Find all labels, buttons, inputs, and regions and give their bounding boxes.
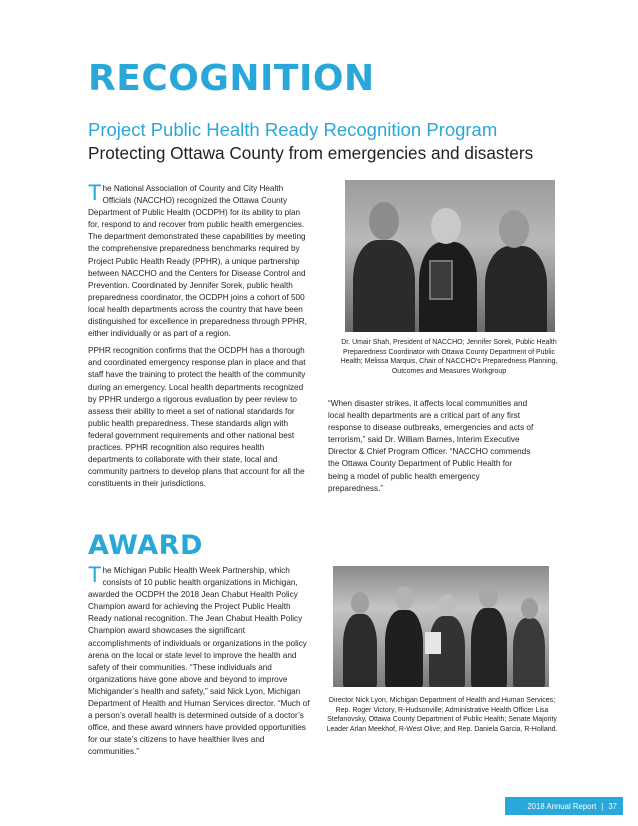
award-photo-caption: Director Nick Lyon, Michigan Department of Health and Human Services; Rep. Roger Victory, R-Hudsonville; Administrative Health Officer Lisa Stefanovsky, Ottawa County Department of Public Health; Senate Majority Leader Arlan Meekhof, R-West Olive; and Rep. Daniela Garcia, R-Holland. xyxy=(326,697,558,733)
photo-head-1 xyxy=(369,202,399,240)
photo-head-1 xyxy=(351,592,369,614)
recognition-paragraph-2: PPHR recognition confirms that the OCDPH has a thorough and coordinated emergency response plan in place and that staff have the training to protect the health of the community during an emergency. Local health departments recognized by PPHR undergo a rigorous evaluation by peer review to assess their ability to meet a set of national standards for public health preparedness. These standards align with federal government requirements and other national best practices. PPHR recognition also requires health departments to collaborate with their state, local and community partners to develop plans that account for all the constituents in their jurisdictions. xyxy=(88,346,306,489)
award-photo xyxy=(333,566,549,687)
naccho-quote: “When disaster strikes, it affects local communities and local health departments are a critical part of any first response to disease outbreaks, emergencies and acts of terrorism,” said Dr. William Barnes, Interim Executive Director & Chief Program Officer. “NACCHO commends the Ottawa County Department of Public Health for being a model of public health emergency preparedness.” xyxy=(328,399,534,493)
footer-page-number: 37 xyxy=(608,801,617,811)
award-body xyxy=(88,562,310,764)
photo-head-2 xyxy=(395,586,414,610)
program-subtitle: Protecting Ottawa County from emergencies and disasters xyxy=(88,143,534,163)
recognition-photo xyxy=(345,180,555,332)
award-plaque xyxy=(429,260,453,300)
footer-separator: | xyxy=(601,801,604,811)
photo-head-5 xyxy=(521,598,538,619)
photo-person-1 xyxy=(343,614,377,687)
drop-cap: T xyxy=(88,180,102,205)
drop-cap: T xyxy=(88,562,102,587)
photo-person-1 xyxy=(353,240,415,332)
photo-person-4 xyxy=(471,608,507,687)
award-paragraph xyxy=(88,562,310,759)
footer-page-label xyxy=(505,797,623,815)
recognition-heading: RECOGNITION xyxy=(88,58,375,99)
recognition-paragraph-1 xyxy=(88,180,310,340)
photo-head-2 xyxy=(431,208,461,244)
photo-head-3 xyxy=(499,210,529,248)
photo-head-4 xyxy=(479,584,498,608)
award-heading: AWARD xyxy=(88,530,203,561)
award-paragraph-text: he Michigan Public Health Week Partnership, which consists of 10 public health organizations in Michigan, awarded the OCDPH the 2018 Jean Chabut Health Policy Champion award for achieving the Project Public Health Ready national recognition. The Jean Chabut Health Policy Champion award showcases the significant accomplishments of individuals or organizations in the policy arena on the local or state level to improve the health and safety of their communities. “These individuals and organizations have gone above and beyond to improve Michigander’s health and safety,” said Nick Lyon, Michigan Department of Health and Human Services director. “Much of a person’s overall health is determined outside of a doctor’s office, and these award winners have provided opportunities for our state’s citizens to have healthier lives and communities.” xyxy=(88,566,310,757)
photo-person-2 xyxy=(385,610,423,687)
footer-report-label: 2018 Annual Report xyxy=(527,801,597,811)
award-trophy xyxy=(425,632,441,654)
photo-person-3 xyxy=(485,246,547,332)
photo-head-3 xyxy=(438,594,456,616)
program-title: Project Public Health Ready Recognition Program xyxy=(88,119,498,140)
recognition-photo-caption: Dr. Umair Shah, President of NACCHO; Jennifer Sorek, Public Health Preparedness Coordinator with Ottawa County Department of Public Health; Melissa Marquis, Chair of NACCHO's Preparedness Planning, Outcomes and Measures Workgroup xyxy=(340,339,558,375)
recognition-body xyxy=(88,180,310,495)
recognition-paragraph-1-text: he National Association of County and City Health Officials (NACCHO) recognized the Ottawa County Department of Public Health (OCDPH) for its ability to plan for, respond to and recover from public health emergencies. The department demonstrated these capabilities by meeting the comprehensive preparedness benchmarks required by Project Public Health Ready (PPHR), a unique partnership between NACCHO and the Centers for Disease Control and Prevention. Coordinated by Jennifer Sorek, public health preparedness coordinator, the OCDPH joins a cohort of 500 local health departments across the country that have been distinguished for excellence in preparedness through PPHR, either individually or as part of a region. xyxy=(88,184,307,339)
photo-person-5 xyxy=(513,618,545,687)
